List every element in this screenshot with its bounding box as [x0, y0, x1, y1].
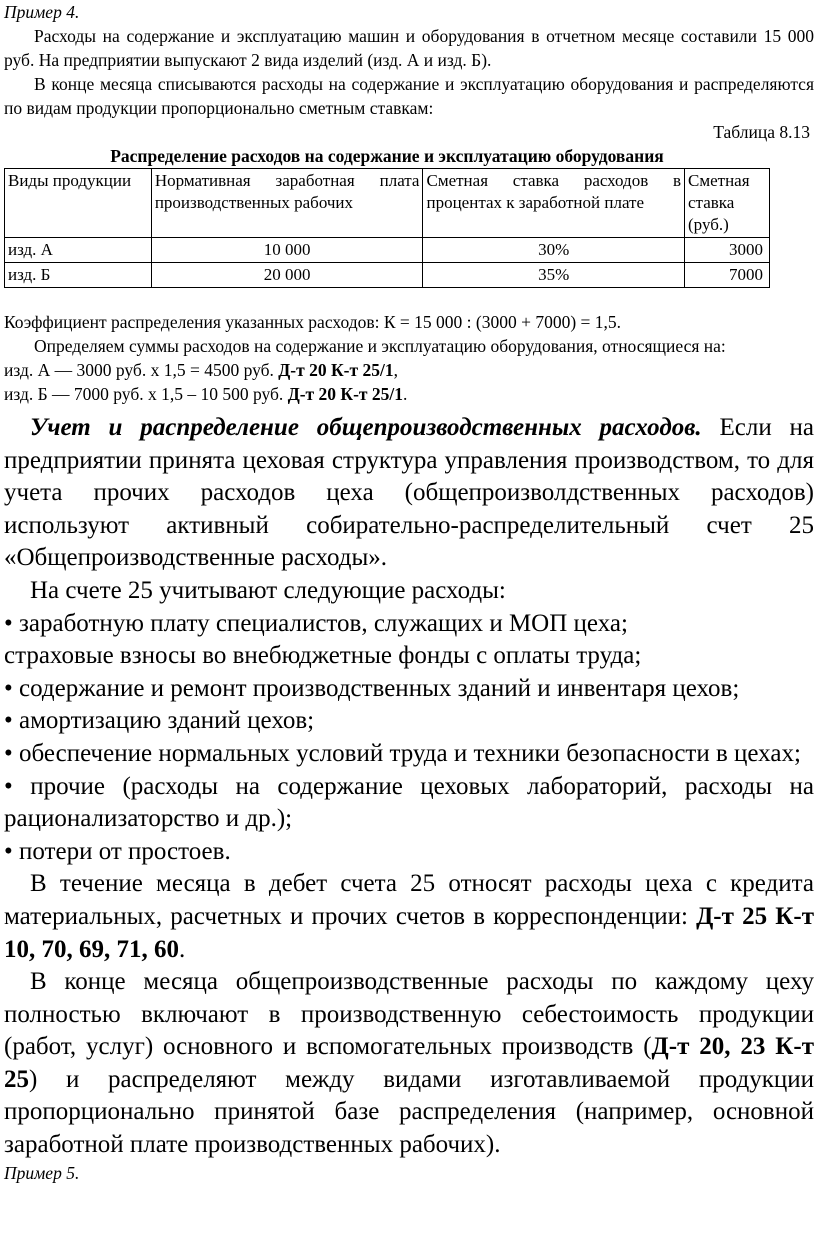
list-item: • амортизацию зданий цехов; [4, 707, 315, 735]
section-heading: Учет и распределение общепроизводственных расходов. [30, 414, 702, 441]
debit-end: . [179, 935, 186, 963]
table-cell: изд. А [5, 238, 152, 263]
calc-b-entry: Д-т 20 К-т 25/1 [287, 384, 404, 404]
calc-a-end: , [393, 360, 398, 380]
debit-entry: Д-т 25 К-т 10, 70, 69, 71, 60 [4, 902, 814, 963]
calc-a-entry: Д-т 20 К-т 25/1 [278, 360, 394, 380]
table-cell: 35% [423, 263, 685, 288]
table-header-cell: Виды продукции [5, 169, 152, 238]
section-intro [4, 412, 814, 575]
table-row [5, 238, 770, 263]
table-header-cell: Сметная ставка (руб.) [685, 169, 770, 238]
coefficient-line: Коэффициент распределения указанных расходов: К = 15 000 : (3000 + 7000) = 1,5. [4, 312, 622, 332]
calc-b-end: . [403, 384, 408, 404]
list-item: • заработную плату специалистов, служащих и МОП цеха; [4, 609, 628, 637]
paragraph-writeoff: В конце месяца списываются расходы на содержание и эксплуатацию оборудования и распределяются по видам продукции пропорционально сметным ставкам: [4, 74, 814, 118]
month-end-entry: Д-т 20, 23 К-т 25 [4, 1033, 814, 1093]
calc-b-text: изд. Б — 7000 руб. х 1,5 – 10 500 руб. [4, 384, 288, 404]
table-label: Таблица 8.13 [713, 122, 810, 142]
debit-paragraph [4, 868, 814, 966]
list-item: • потери от простоев. [4, 837, 231, 865]
list-item: • содержание и ремонт производственных зданий и инвентаря цехов; [4, 674, 740, 702]
debit-text: В течение месяца в дебет счета 25 относят расходы цеха с кредита материальных, расчетных и прочих счетов в корреспонденции: [4, 870, 814, 930]
list-item: • обеспечение нормальных условий труда и техники безопасности в цехах; [4, 739, 801, 767]
table-cell: 30% [423, 238, 685, 263]
table-cell: 7000 [685, 263, 770, 288]
calc-a-text: изд. А — 3000 руб. х 1,5 = 4500 руб. [4, 360, 279, 380]
example-5-label: Пример 5. [4, 1162, 80, 1183]
table-cell: 3000 [685, 238, 770, 263]
table-header-cell: Сметная ставка расходов в процентах к заработной плате [423, 169, 685, 238]
table-cell: изд. Б [5, 263, 152, 288]
paragraph-expenses: Расходы на содержание и эксплуатацию машин и оборудования в отчетном месяце составили 15 000 руб. На предприятии выпускают 2 вида изделий (изд. А и изд. Б). [4, 26, 814, 70]
list-item: страховые взносы во внебюджетные фонды с оплаты труда; [4, 642, 642, 670]
document-page [4, 0, 814, 1184]
calc-line-a [4, 358, 814, 382]
table-cell: 20 000 [151, 263, 423, 288]
list-item: • прочие (расходы на содержание цеховых лабораторий, расходы на рационализаторство и др.); [4, 772, 814, 833]
distribution-table [4, 168, 770, 288]
example-4-label: Пример 4. [4, 2, 80, 22]
calc-line-b [4, 382, 814, 406]
section-intro-text: Если на предприятии принята цеховая структура управления производством, то для учета прочих расходов цеха (общепроизволдственных расходов) используют активный собирательно-распределительный счет 25 «Общепроизводственные расходы». [4, 414, 814, 572]
list-intro: На счете 25 учитывают следующие расходы: [30, 576, 506, 604]
month-end-text-1: В конце месяца общепроизводственные расходы по каждому цеху полностью включают в производственную себестоимость продукции (работ, услуг) основного и вспомогательных производств ( [4, 968, 814, 1061]
table-header-row [5, 169, 770, 238]
month-end-paragraph [4, 966, 814, 1162]
month-end-text-2: ) и распределяют между видами изготавливаемой продукции пропорционально принятой базе распределения (например, основной заработной плате производственных рабочих). [4, 1065, 814, 1159]
table-title: Распределение расходов на содержание и эксплуатацию оборудования [110, 146, 664, 166]
determine-line: Определяем суммы расходов на содержание и эксплуатацию оборудования, относящиеся на: [34, 336, 726, 356]
section-overhead [4, 412, 814, 1162]
table-header-cell: Нормативная заработная плата производственных рабочих [151, 169, 423, 238]
table-row [5, 263, 770, 288]
example-4-block [4, 0, 814, 406]
table-cell: 10 000 [151, 238, 423, 263]
